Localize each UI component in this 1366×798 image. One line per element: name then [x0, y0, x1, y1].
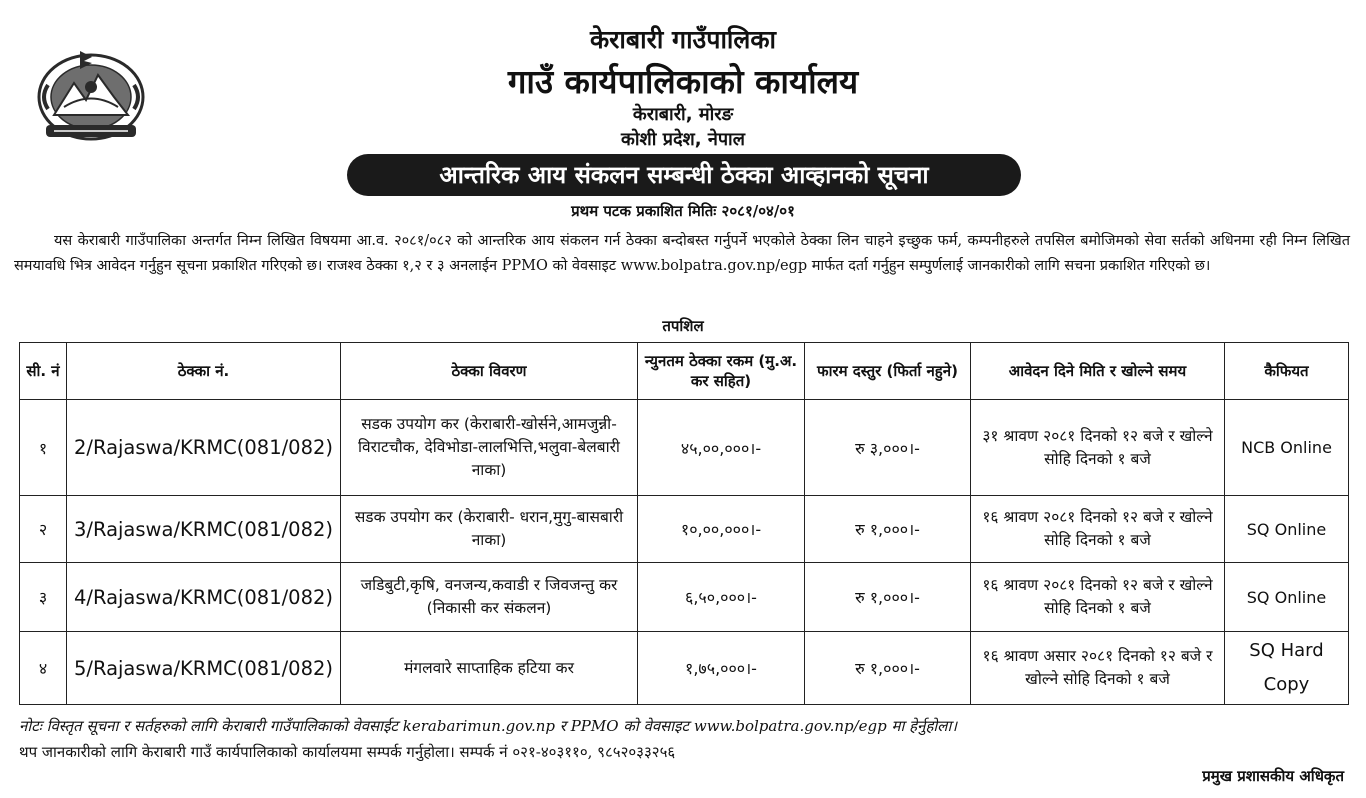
- row-sn: १: [20, 400, 67, 496]
- row-form-fee: रु १,०००।-: [805, 496, 971, 563]
- table-row: [20, 496, 1349, 563]
- row-remarks: SQ Hard Copy: [1225, 632, 1349, 705]
- table-row: [20, 400, 1349, 496]
- row-contract-no: 2/Rajaswa/KRMC(081/082): [67, 400, 341, 496]
- table-row: [20, 563, 1349, 632]
- contract-table: [19, 342, 1349, 705]
- row-form-fee: रु १,०००।-: [805, 563, 971, 632]
- table-caption: तपशिल: [662, 317, 704, 335]
- col-header-min-amount: न्युनतम ठेक्का रकम (मु.अ. कर सहित): [638, 343, 805, 400]
- contact-info: थप जानकारीको लागि केराबारी गाउँ कार्यपालिकाको कार्यालयमा सम्पर्क गर्नुहोला। सम्पर्क नं ०२१-४०३११०, ९८५२०३३२५६: [19, 743, 676, 761]
- row-description: सडक उपयोग कर (केराबारी- धरान,मुगु-बासबारी नाका): [341, 496, 638, 563]
- row-contract-no: 3/Rajaswa/KRMC(081/082): [67, 496, 341, 563]
- col-header-contract-no: ठेक्का नं.: [67, 343, 341, 400]
- row-min-amount: ४५,००,०००।-: [638, 400, 805, 496]
- footer-note: नोटः विस्तृत सूचना र सर्तहरुको लागि केराबारी गाउँपालिकाको वेवसाईट kerabarimun.gov.np र PPMO को वेवसाइट www.bolpatra.gov.np/egp मा हेर्नुहोला।: [19, 717, 958, 735]
- table-header-row: [20, 343, 1349, 400]
- row-min-amount: १०,००,०००।-: [638, 496, 805, 563]
- col-header-sn: सी. नं: [20, 343, 67, 400]
- office-location: केराबारी, मोरङ: [632, 104, 734, 125]
- row-min-amount: १,७५,०००।-: [638, 632, 805, 705]
- row-description: सडक उपयोग कर (केराबारी-खोर्सने,आमजुन्नी-विराटचौक, देविभोडा-लालभित्ति,भलुवा-बेलबारी नाका): [341, 400, 638, 496]
- row-schedule: १६ श्रावण असार २०८१ दिनको १२ बजे र खोल्ने सोहि दिनको १ बजे: [971, 632, 1225, 705]
- row-remarks: SQ Online: [1225, 563, 1349, 632]
- row-contract-no: 5/Rajaswa/KRMC(081/082): [67, 632, 341, 705]
- office-province: कोशी प्रदेश, नेपाल: [621, 129, 745, 150]
- row-form-fee: रु १,०००।-: [805, 632, 971, 705]
- row-sn: ३: [20, 563, 67, 632]
- row-remarks: SQ Online: [1225, 496, 1349, 563]
- notice-title-banner: आन्तरिक आय संकलन सम्बन्धी ठेक्का आव्हानको सूचना: [347, 154, 1021, 196]
- intro-paragraph: यस केराबारी गाउँपालिका अन्तर्गत निम्न लिखित विषयमा आ.व. २०८१/०८२ को आन्तरिक आय संकलन गर्न ठेक्का बन्दोबस्त गर्नुपर्ने भएकोले ठेक्का लिन चाहने इच्छुक फर्म, कम्पनीहरुले तपसिल बमोजिमको सेवा सर्तको अधिनमा रही निम्न लिखित समयावधि भित्र आवेदन गर्नुहुन सूचना प्रकाशित गरिएको छ। राजश्व ठेक्का १,२ र ३ अनलाईन PPMO को वेवसाइट www.bolpatra.gov.np/egp मार्फत दर्ता गर्नुहुन सम्पुर्णलाई जानकारीको लागि सचना प्रकाशित गरिएको छ।: [14, 233, 1350, 274]
- office-name: गाउँ कार्यपालिकाको कार्यालय: [507, 62, 859, 101]
- row-sn: ४: [20, 632, 67, 705]
- row-contract-no: 4/Rajaswa/KRMC(081/082): [67, 563, 341, 632]
- row-remarks: NCB Online: [1225, 400, 1349, 496]
- table-row: [20, 632, 1349, 705]
- row-schedule: ३१ श्रावण २०८१ दिनको १२ बजे र खोल्ने सोहि दिनको १ बजे: [971, 400, 1225, 496]
- municipality-name: केराबारी गाउँपालिका: [589, 25, 777, 54]
- row-description: मंगलवारे साप्ताहिक हटिया कर: [341, 632, 638, 705]
- row-schedule: १६ श्रावण २०८१ दिनको १२ बजे र खोल्ने सोहि दिनको १ बजे: [971, 563, 1225, 632]
- first-published-date: प्रथम पटक प्रकाशित मितिः २०८१/०४/०१: [571, 202, 795, 220]
- row-schedule: १६ श्रावण २०८१ दिनको १२ बजे र खोल्ने सोहि दिनको १ बजे: [971, 496, 1225, 563]
- col-header-schedule: आवेदन दिने मिति र खोल्ने समय: [971, 343, 1225, 400]
- row-description: जडिबुटी,कृषि, वनजन्य,कवाडी र जिवजन्तु कर (निकासी कर संकलन): [341, 563, 638, 632]
- signoff-title: प्रमुख प्रशासकीय अधिकृत: [1202, 767, 1344, 785]
- col-header-description: ठेक्का विवरण: [341, 343, 638, 400]
- col-header-remarks: कैफियत: [1225, 343, 1349, 400]
- row-min-amount: ६,५०,०००।-: [638, 563, 805, 632]
- row-form-fee: रु ३,०००।-: [805, 400, 971, 496]
- row-sn: २: [20, 496, 67, 563]
- col-header-form-fee: फारम दस्तुर (फिर्ता नहुने): [805, 343, 971, 400]
